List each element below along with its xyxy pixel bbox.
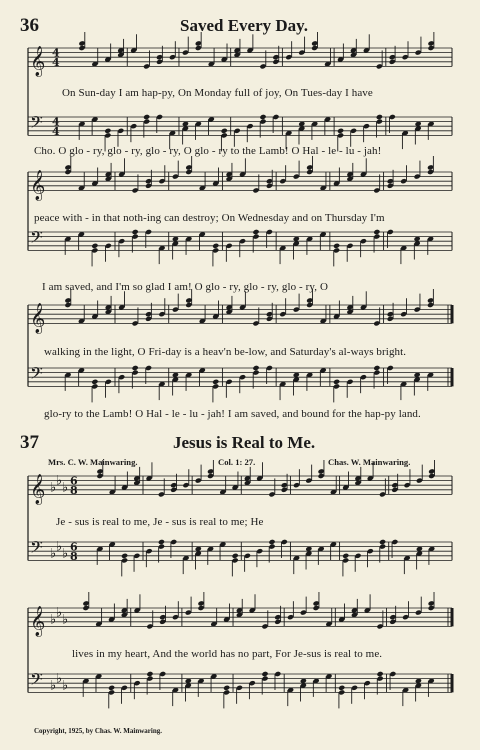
lyric-line-36-1: On Sun-day I am hap-py, On Monday full of joy, On Tues-day I have <box>62 87 373 99</box>
lyric-line-36-4: I am saved, and I'm so glad I am! O glo - ry, glo - ry, glo - ry, O <box>42 281 329 293</box>
note-head <box>132 229 139 235</box>
bass-clef-icon: 𝄢 <box>30 226 43 251</box>
time-signature-bottom: 4 <box>52 124 60 138</box>
time-signature-bottom: 8 <box>70 483 78 497</box>
time-signature-top: 4 <box>52 115 60 129</box>
treble-staff <box>28 289 452 334</box>
flat-icon: ♭ <box>50 546 57 562</box>
note-head <box>261 671 268 677</box>
treble-clef-icon: 𝄞 <box>30 474 46 505</box>
music-system-2 <box>0 172 480 282</box>
lyric-line-36-2: Cho. O glo - ry, glo - ry, glo - ry, O glo - ry to the Lamb! O Hal - le - lu - jah! <box>34 145 382 157</box>
bass-staff <box>28 227 452 267</box>
flat-icon: ♭ <box>62 546 69 562</box>
hymn-title-36: Saved Every Day. <box>180 16 308 35</box>
treble-clef-icon: 𝄞 <box>30 170 46 201</box>
flat-icon: ♭ <box>50 480 57 496</box>
hymn-number-37: 37 <box>20 432 39 453</box>
note-head <box>337 128 344 134</box>
note-head <box>132 365 139 371</box>
lyric-line-37-1: Je - sus is real to me, Je - sus is real to me; He <box>56 516 264 528</box>
note-head <box>212 379 219 385</box>
note-head <box>373 229 380 235</box>
note-head <box>259 114 266 120</box>
bass-clef-icon: 𝄢 <box>30 111 43 136</box>
copyright-notice: Copyright, 1925, by Chas. W. Mainwaring. <box>34 727 162 735</box>
time-signature-top: 6 <box>70 540 78 554</box>
bass-staff <box>28 537 452 577</box>
time-signature-top: 4 <box>52 46 60 60</box>
treble-staff <box>28 32 452 77</box>
treble-clef-icon: 𝄞 <box>30 46 46 77</box>
flat-icon: ♭ <box>50 612 57 628</box>
flat-icon: ♭ <box>50 678 57 694</box>
lyric-line-37-2: lives in my heart, And the world has no part, For Je-sus is real to me. <box>72 648 383 660</box>
lyric-line-36-5: walking in the light, O Fri-day is a heav'n be-low, and Saturday's al-ways bright. <box>44 346 407 358</box>
note-head <box>121 553 128 559</box>
treble-clef-icon: 𝄞 <box>30 606 46 637</box>
note-head <box>333 243 340 249</box>
note-head <box>104 128 111 134</box>
flat-icon: ♭ <box>62 612 69 628</box>
music-system-3 <box>0 305 480 415</box>
time-signature-bottom: 4 <box>52 55 60 69</box>
flat-icon: ♭ <box>56 605 63 621</box>
note-head <box>376 671 383 677</box>
note-head <box>223 685 230 691</box>
note-head <box>146 671 153 677</box>
flat-icon: ♭ <box>56 671 63 687</box>
note-head <box>252 229 259 235</box>
flat-icon: ♭ <box>56 473 63 489</box>
note-head <box>108 685 115 691</box>
bass-clef-icon: 𝄢 <box>30 536 43 561</box>
note-head <box>232 553 239 559</box>
note-head <box>252 365 259 371</box>
note-head <box>333 379 340 385</box>
note-head <box>221 128 228 134</box>
note-head <box>268 539 275 545</box>
time-signature-bottom: 8 <box>70 549 78 563</box>
flat-icon: ♭ <box>62 480 69 496</box>
flat-icon: ♭ <box>56 539 63 555</box>
note-head <box>373 365 380 371</box>
note-head <box>91 243 98 249</box>
author-credit: Mrs. C. W. Mainwaring. <box>48 457 138 467</box>
bass-clef-icon: 𝄢 <box>30 362 43 387</box>
bass-staff <box>28 669 452 709</box>
hymn-title-37: Jesus is Real to Me. <box>173 433 316 452</box>
scripture-reference: Col. 1: 27. <box>218 457 256 467</box>
note-head <box>342 553 349 559</box>
note-head <box>143 114 150 120</box>
bass-clef-icon: 𝄢 <box>30 668 43 693</box>
treble-clef-icon: 𝄞 <box>30 303 46 334</box>
note-head <box>338 685 345 691</box>
time-signature-top: 6 <box>70 474 78 488</box>
lyric-line-36-3: peace with - in that noth-ing can destroy; On Wednesday and on Thursday I'm <box>34 212 385 224</box>
note-head <box>376 114 383 120</box>
note-head <box>379 539 386 545</box>
music-system-4 <box>0 470 480 590</box>
lyric-line-36-6: glo-ry to the Lamb! O Hal - le - lu - jah! I am saved, and bound for the hap-py land. <box>44 408 421 420</box>
treble-staff <box>28 592 452 637</box>
flat-icon: ♭ <box>62 678 69 694</box>
bass-staff <box>28 363 452 403</box>
note-head <box>158 539 165 545</box>
note-head <box>91 379 98 385</box>
composer-credit: Chas. W. Mainwaring. <box>328 457 411 467</box>
hymn-number-36: 36 <box>20 15 39 36</box>
treble-staff <box>28 156 452 201</box>
music-system-1 <box>0 44 480 159</box>
note-head <box>212 243 219 249</box>
